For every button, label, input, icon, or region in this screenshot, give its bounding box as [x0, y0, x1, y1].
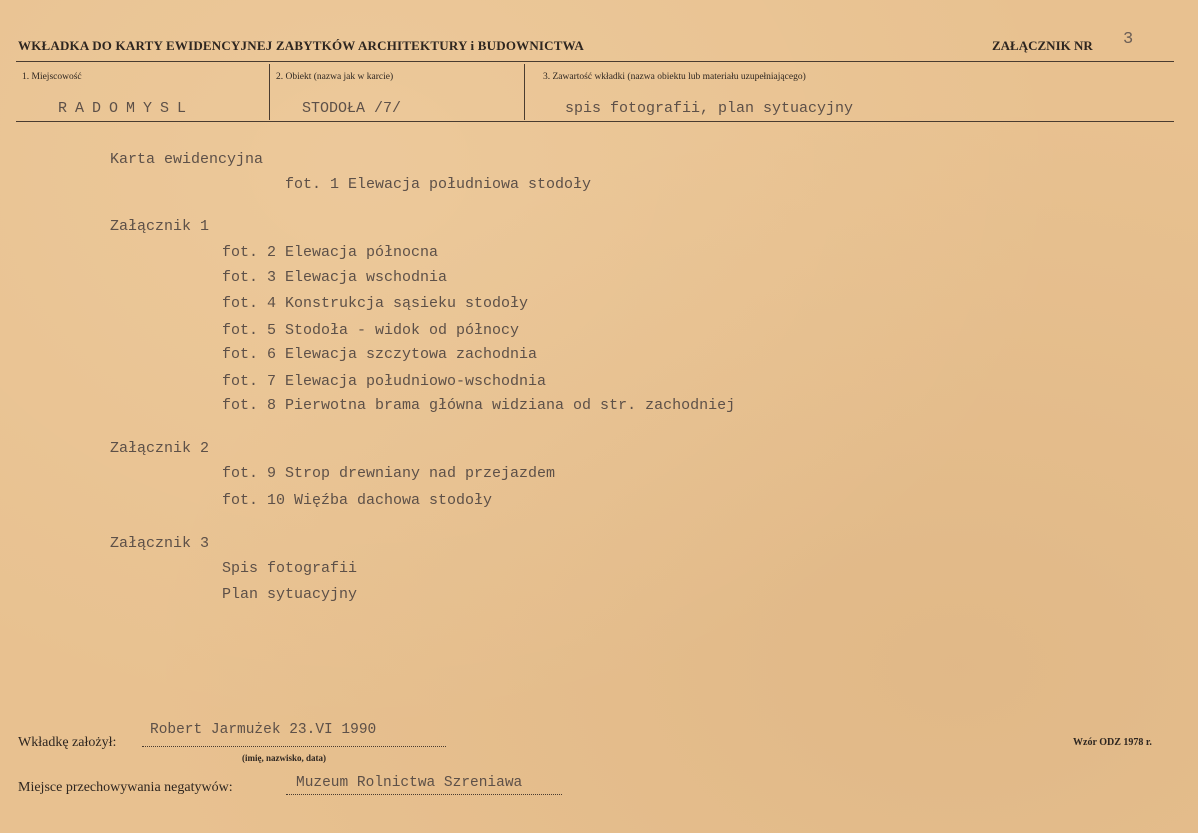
list-item: fot. 6 Elewacja szczytowa zachodnia: [222, 346, 538, 363]
storage-label: Miejsce przechowywania negatywów:: [18, 780, 233, 795]
list-item: fot. 3 Elewacja wschodnia: [222, 269, 448, 286]
list-item: fot. 9 Strop drewniany nad przejazdem: [222, 465, 556, 482]
created-by-label: Wkładkę założył:: [18, 735, 117, 750]
list-item: fot. 8 Pierwotna brama główna widziana od str. zachodniej: [222, 397, 736, 414]
object-label: 2. Obiekt (nazwa jak w karcie): [276, 72, 394, 82]
list-item: fot. 10 Więźba dachowa stodoły: [222, 492, 493, 509]
section-heading-karta: Karta ewidencyjna: [110, 151, 264, 168]
section-heading-zal2: Załącznik 2: [110, 440, 210, 457]
storage-line: [286, 794, 562, 795]
content-label: 3. Zawartość wkładki (nazwa obiektu lub materiału uzupełniającego): [543, 72, 806, 82]
form-title: WKŁADKA DO KARTY EWIDENCYJNEJ ZABYTKÓW ARCHITEKTURY i BUDOWNICTWA: [18, 38, 584, 53]
section-heading-zal3: Załącznik 3: [110, 535, 210, 552]
list-item: fot. 1 Elewacja południowa stodoły: [285, 176, 592, 193]
created-by-line: [142, 746, 446, 747]
object-value: STODOŁA /7/: [302, 100, 402, 117]
created-by-hint: (imię, nazwisko, data): [242, 753, 326, 763]
annex-label: ZAŁĄCZNIK NR: [992, 38, 1093, 53]
list-item: fot. 2 Elewacja północna: [222, 244, 439, 261]
section-heading-zal1: Załącznik 1: [110, 218, 210, 235]
list-item: fot. 7 Elewacja południowo-wschodnia: [222, 373, 547, 390]
fields-rule: [16, 121, 1174, 122]
storage-value: Muzeum Rolnictwa Szreniawa: [296, 775, 523, 791]
created-by-value: Robert Jarmużek 23.VI 1990: [150, 722, 377, 738]
form-code: Wzór ODZ 1978 r.: [1073, 737, 1152, 748]
list-item: Spis fotografii: [222, 560, 358, 577]
list-item: fot. 5 Stodoła - widok od północy: [222, 322, 520, 339]
content-value: spis fotografii, plan sytuacyjny: [565, 100, 854, 117]
annex-number: 3: [1123, 30, 1134, 49]
field-divider: [524, 64, 525, 120]
list-item: fot. 4 Konstrukcja sąsieku stodoły: [222, 295, 529, 312]
header-rule: [16, 61, 1174, 62]
list-item: Plan sytuacyjny: [222, 586, 358, 603]
place-value: RADOMYSL: [58, 100, 195, 117]
place-label: 1. Miejscowość: [22, 72, 82, 82]
field-divider: [269, 64, 270, 120]
